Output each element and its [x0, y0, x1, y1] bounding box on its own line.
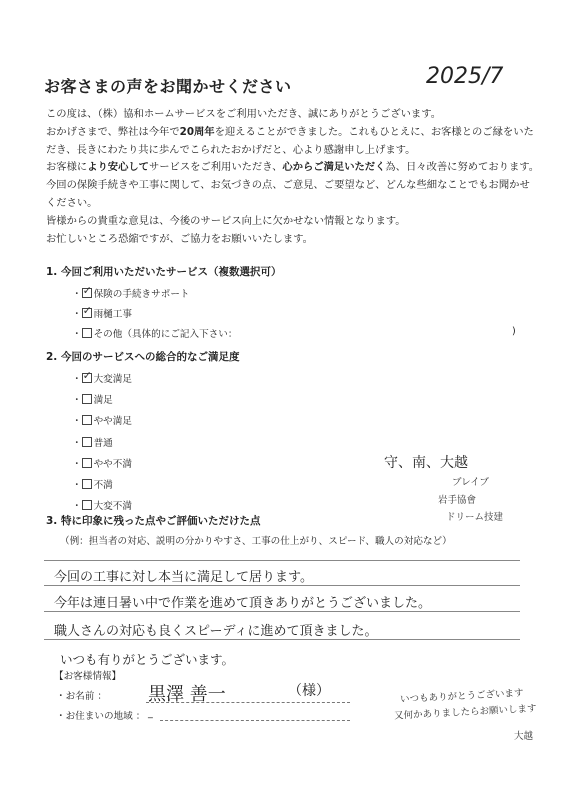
- checkbox-icon[interactable]: [82, 500, 92, 510]
- checkbox-checked-icon[interactable]: [82, 308, 92, 318]
- handwritten-customer-name: 黒澤 善一: [148, 684, 226, 705]
- checkbox-checked-icon[interactable]: [82, 373, 92, 383]
- intro-paragraph: おかげさまで、弊社は今年で20周年を迎えることができました。これもひとえに、お客様とのご縁をいただき、長きにわたり共に歩んでこられたおかげだと、心より感謝申し上げます。: [46, 125, 534, 156]
- handwritten-company-name: ドリーム技建: [446, 512, 504, 523]
- handwritten-staff-note: 又何かありましたらお願いします: [393, 703, 537, 722]
- intro-text: [46, 106, 540, 248]
- answer-line: [44, 585, 520, 586]
- answer-line: [44, 611, 520, 612]
- q2-option-somewhat-dissatisfied[interactable]: ・ やや不満: [72, 459, 132, 470]
- handwritten-company-name: ブレイブ: [452, 477, 489, 488]
- handwritten-staff-names: 守、南、大越: [384, 455, 468, 471]
- handwritten-staff-signature: 大越: [514, 731, 534, 742]
- handwritten-date: 2025/7: [426, 64, 504, 89]
- handwritten-company-name: 岩手協會: [438, 495, 477, 506]
- checkbox-icon[interactable]: [82, 415, 92, 425]
- q2-option-dissatisfied[interactable]: ・ 不満: [72, 480, 113, 491]
- handwritten-staff-note: いつもありがとうございます: [399, 687, 524, 706]
- q2-option-neutral[interactable]: ・ 普通: [72, 438, 113, 449]
- checkbox-icon[interactable]: [82, 394, 92, 404]
- q1-other-close-paren: ): [512, 326, 516, 337]
- intro-paragraph: この度は、（株）協和ホームサービスをご利用いただき、誠にありがとうございます。: [46, 108, 441, 120]
- intro-paragraph: 皆様からの貴重な意見は、今後のサービス向上に欠かせない情報となります。: [46, 214, 406, 227]
- checkbox-icon[interactable]: [82, 328, 92, 338]
- q2-option-very-dissatisfied[interactable]: ・ 大変不満: [72, 501, 132, 512]
- question-1-label: 1. 今回ご利用いただいたサービス（複数選択可）: [46, 266, 282, 278]
- intro-paragraph: 今回の保険手続きや工事に関して、お気づきの点、ご意見、ご要望など、どんな些細なことでもお聞かせください。: [46, 179, 530, 209]
- name-label: ・お名前 ：: [56, 691, 108, 702]
- q1-option-insurance-support[interactable]: ・✓ 保険の手続きサポート: [72, 286, 190, 300]
- checkbox-icon[interactable]: [82, 458, 92, 468]
- area-underline: [160, 720, 350, 721]
- checkbox-checked-icon[interactable]: [82, 288, 92, 298]
- checkbox-icon[interactable]: [82, 437, 92, 447]
- q2-option-somewhat-satisfied[interactable]: ・ やや満足: [72, 416, 132, 427]
- question-3-label: 3. 特に印象に残った点やご評価いただけた点: [46, 515, 261, 527]
- answer-line: [44, 639, 520, 640]
- q2-option-very-satisfied[interactable]: ・✓ 大変満足: [72, 371, 132, 385]
- handwritten-honorific: （様）: [288, 683, 330, 699]
- customer-info-label: 【お客様情報】: [54, 671, 122, 682]
- intro-paragraph: お客様により安心してサービスをご利用いただき、心からご満足いただく為、日々改善に努めております。: [46, 161, 540, 174]
- handwritten-answer: 今回の工事に対し本当に満足して居ります。: [54, 570, 313, 585]
- name-underline: [146, 702, 350, 703]
- area-value: _: [148, 708, 153, 719]
- page-title: お客さまの声をお聞かせください: [44, 77, 292, 96]
- q2-option-satisfied[interactable]: ・ 満足: [72, 395, 113, 406]
- area-label: ・お住まいの地域 ：: [56, 711, 146, 722]
- question-3-hint: （例：担当者の対応、説明の分かりやすさ、工事の仕上がり、スピード、職人の対応など）: [60, 536, 452, 547]
- q1-option-gutter-work[interactable]: ・✓ 雨樋工事: [72, 306, 132, 320]
- handwritten-answer: いつも有りがとうございます。: [60, 652, 235, 667]
- checkbox-icon[interactable]: [82, 479, 92, 489]
- intro-paragraph: お忙しいところ恐縮ですが、ご協力をお願いいたします。: [46, 232, 313, 245]
- handwritten-answer: 職人さんの対応も良くスピーディに進めて頂きました。: [54, 624, 378, 639]
- answer-line: [44, 560, 520, 561]
- question-2-label: 2. 今回のサービスへの総合的なご満足度: [46, 351, 240, 363]
- handwritten-answer: 今年は連日暑い中で作業を進めて頂きありがとうございました。: [54, 596, 432, 611]
- q1-option-other[interactable]: ・ その他（具体的にご記入下さい：: [72, 329, 238, 340]
